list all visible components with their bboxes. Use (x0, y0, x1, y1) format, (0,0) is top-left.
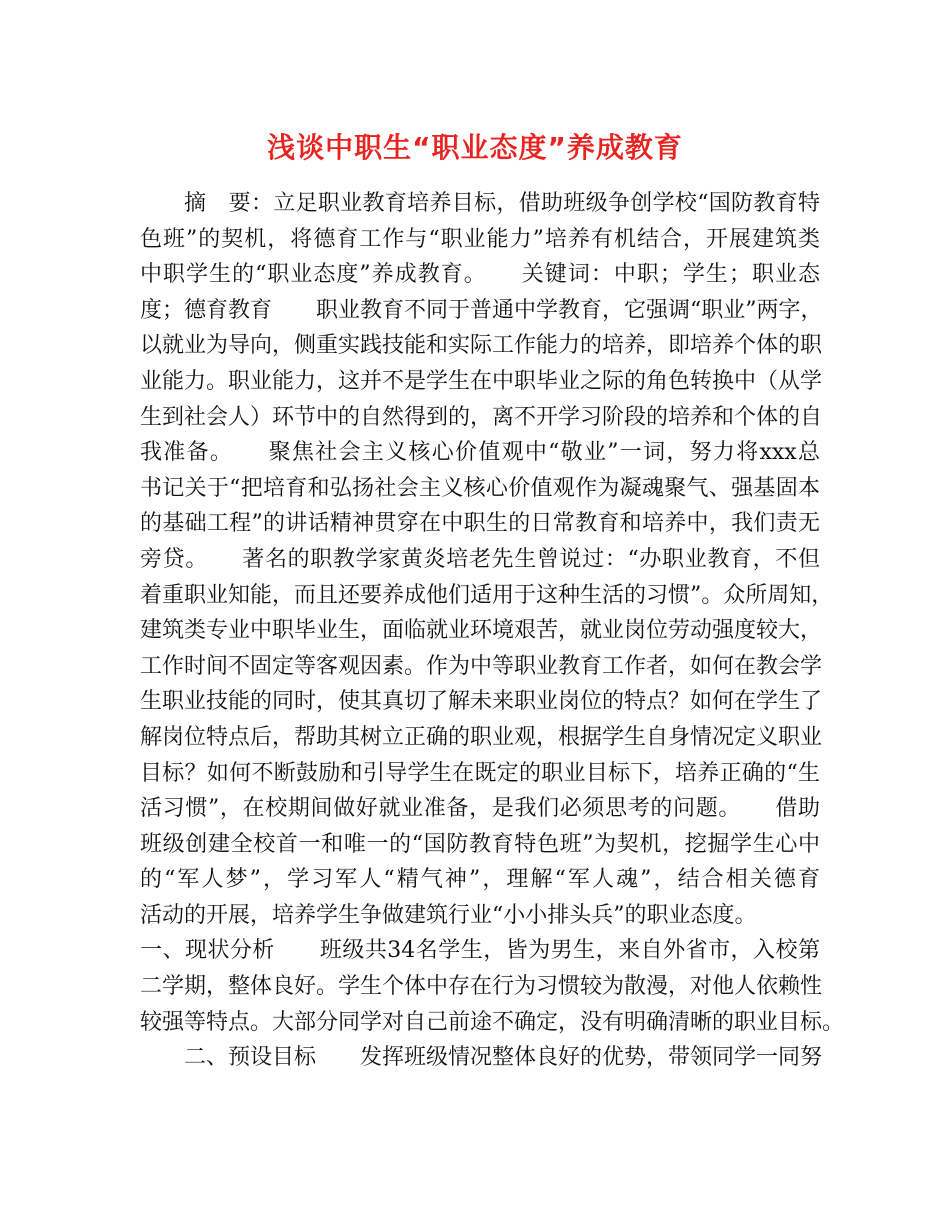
document-title: 浅谈中职生“职业态度”养成教育 (267, 131, 683, 164)
text-line: 的基础工程”的讲话精神贯穿在中职生的日常教育和培养中，我们责无 (140, 511, 820, 537)
text-line: 我准备。 聚焦社会主义核心价值观中“敬业”一词，努力将xxx总 (140, 440, 820, 466)
text-line: 以就业为导向，侧重实践技能和实际工作能力的培养，即培养个体的职 (140, 333, 823, 359)
text-line: 建筑类专业中职毕业生，面临就业环境艰苦，就业岗位劳动强度较大， (140, 618, 823, 644)
text-line: 二、预设目标 发挥班级情况整体良好的优势，带领同学一同努 (184, 1045, 823, 1071)
text-line: 活动的开展，培养学生争做建筑行业“小小排头兵”的职业态度。 (140, 902, 757, 928)
text-line: 解岗位特点后，帮助其树立正确的职业观，根据学生自身情况定义职业 (140, 724, 823, 750)
text-line: 业能力。职业能力，这并不是学生在中职毕业之际的角色转换中（从学 (140, 368, 823, 394)
text-line: 生职业技能的同时，使其真切了解未来职业岗位的特点？如何在学生了 (140, 689, 823, 715)
text-line: 班级创建全校首一和唯一的“国防教育特色班”为契机，挖掘学生心中 (140, 831, 820, 857)
text-line: 二学期，整体良好。学生个体中存在行为习惯较为散漫，对他人依赖性 (140, 974, 823, 1000)
text-line: 目标？如何不断鼓励和引导学生在既定的职业目标下，培养正确的“生 (140, 760, 820, 786)
text-line: 中职学生的“职业态度”养成教育。 关键词：中职；学生；职业态 (140, 262, 820, 288)
text-line: 色班”的契机，将德育工作与“职业能力”培养有机结合，开展建筑类 (140, 226, 820, 252)
text-line: 旁贷。 著名的职教学家黄炎培老先生曾说过：“办职业教育，不但 (140, 546, 820, 572)
text-line: 生到社会人）环节中的自然得到的，离不开学习阶段的培养和个体的自 (140, 404, 823, 430)
text-line: 较强等特点。大部分同学对自己前途不确定，没有明确清晰的职业目标。 (140, 1009, 845, 1035)
text-line: 工作时间不固定等客观因素。作为中等职业教育工作者，如何在教会学 (140, 653, 823, 679)
text-line: 摘 要：立足职业教育培养目标，借助班级争创学校“国防教育特 (184, 191, 820, 216)
text-line: 书记关于“把培育和弘扬社会主义核心价值观作为凝魂聚气、强基固本 (140, 475, 820, 501)
text-line: 的“军人梦”，学习军人“精气神”，理解“军人魂”，结合相关德育 (140, 867, 820, 893)
text-line: 着重职业知能，而且还要养成他们适用于这种生活的习惯”。众所周知， (140, 582, 834, 608)
document-body (140, 186, 845, 1076)
text-line: 度；德育教育 职业教育不同于普通中学教育，它强调“职业”两字， (140, 297, 823, 323)
text-line: 一、现状分析 班级共34名学生，皆为男生，来自外省市，入校第 (140, 938, 820, 964)
text-line: 活习惯”，在校期间做好就业准备，是我们必须思考的问题。 借助 (140, 796, 820, 822)
